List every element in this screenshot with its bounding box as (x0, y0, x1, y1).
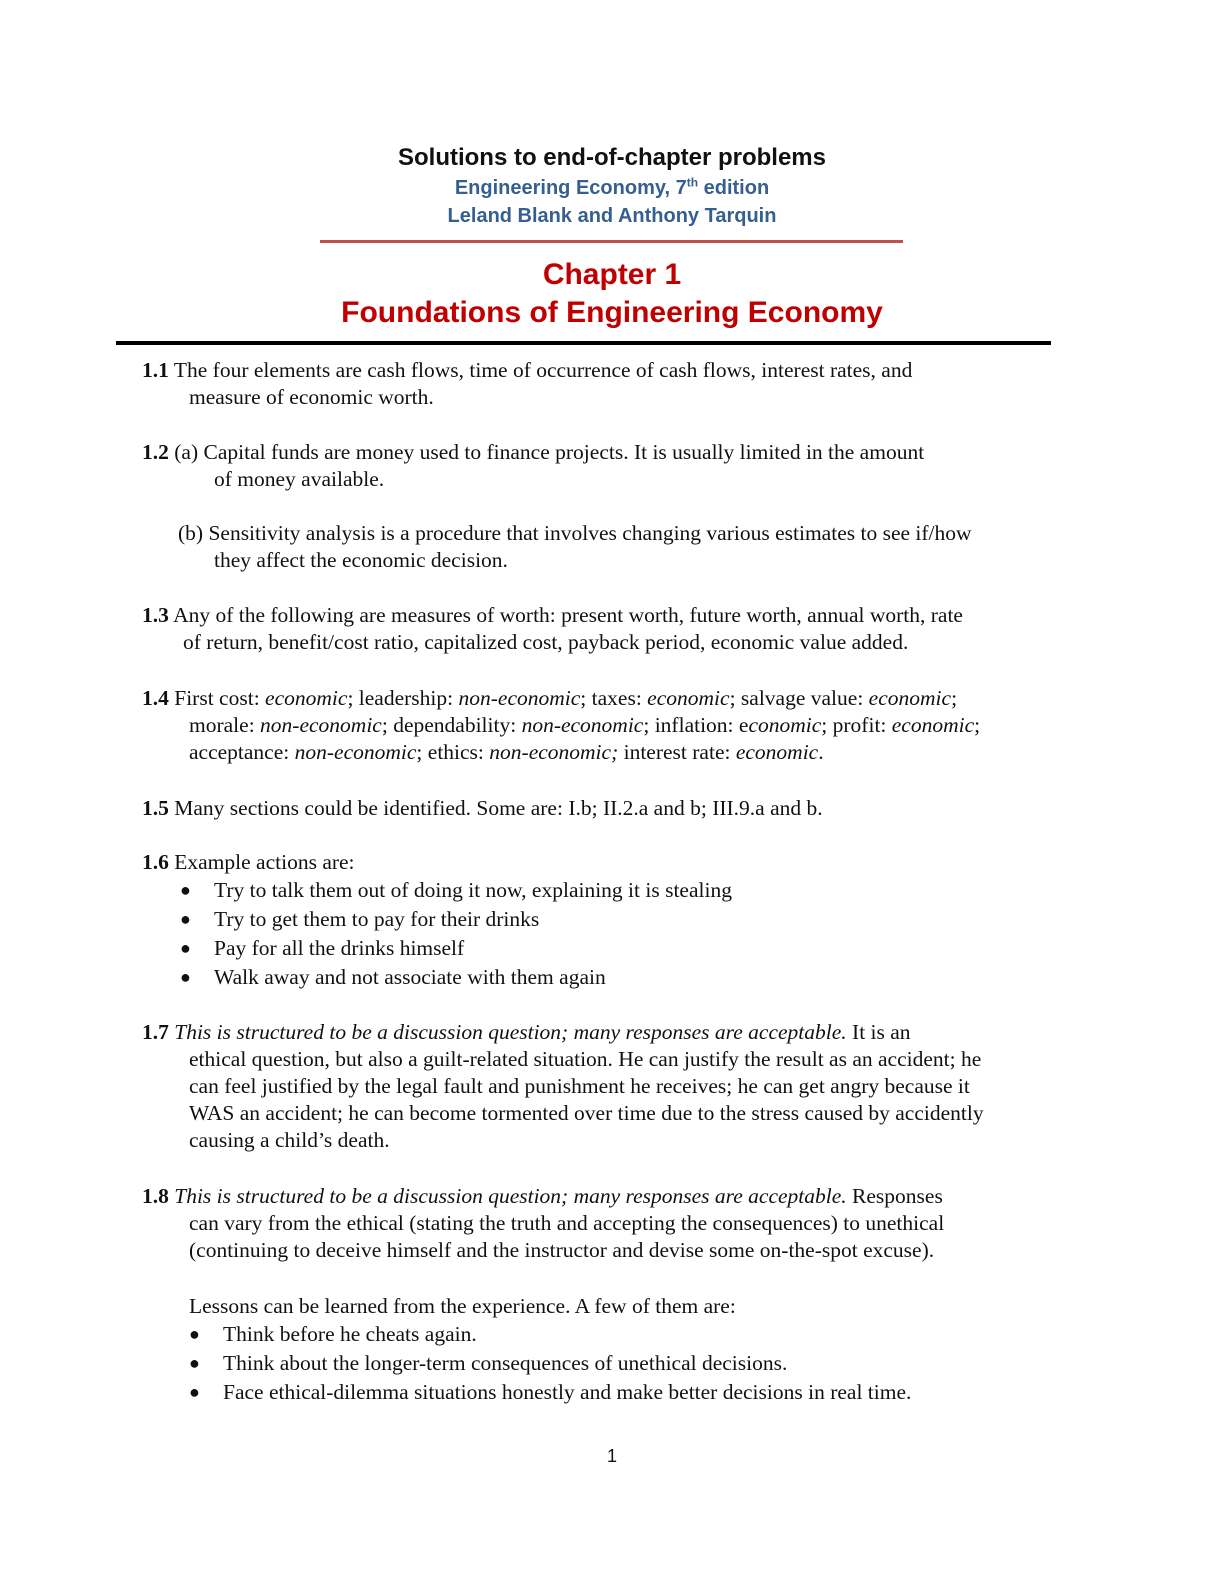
problem-1-3 (142, 602, 1092, 656)
problem-number: 1.5 (142, 796, 169, 820)
bullet-list (142, 1320, 1092, 1407)
problem-1-8-lessons (142, 1293, 1092, 1407)
list-item: ● Think about the longer-term consequences of unethical decisions. (142, 1349, 1092, 1378)
bullet-list (142, 876, 1092, 992)
problem-number: 1.8 (142, 1184, 169, 1208)
problem-1-8: 1.8 This is structured to be a discussion question; many responses are acceptable. Responses can vary from the ethical (stating the truth and accepting the consequences) to unethical (continuing to deceive himself and the instructor and devise some on-the-spot excuse). (142, 1183, 1092, 1264)
problem-text: morale: non-economic; dependability: non-economic; inflation: economic; profit: economic; (189, 713, 981, 737)
problem-text: causing a child’s death. (189, 1128, 390, 1152)
problem-text: ethical question, but also a guilt-related situation. He can justify the result as an accident; he (189, 1047, 982, 1071)
problem-text: Example actions are: (168, 850, 355, 874)
book-edition: Engineering Economy, 7th edition (454, 175, 770, 199)
problem-note: This is structured to be a discussion question; many responses are acceptable. (174, 1184, 847, 1208)
problem-number: 1.1 (142, 358, 169, 382)
document-title: Solutions to end-of-chapter problems (397, 144, 826, 171)
problem-text: The four elements are cash flows, time of occurrence of cash flows, interest rates, and (168, 358, 913, 382)
problem-text: measure of economic worth. (189, 385, 434, 409)
problem-number: 1.2 (142, 440, 169, 464)
problem-1-5 (142, 795, 1092, 822)
bullet-icon: ● (189, 1382, 200, 1402)
list-item: ● Pay for all the drinks himself (142, 934, 1092, 963)
problem-number: 1.4 (142, 686, 169, 710)
bullet-icon: ● (180, 880, 191, 900)
problem-text: (b) Sensitivity analysis is a procedure that involves changing various estimates to see if/how (178, 521, 972, 545)
problem-text: WAS an accident; he can become tormented over time due to the stress caused by accidently (189, 1101, 984, 1125)
bullet-icon: ● (180, 967, 191, 987)
bullet-icon: ● (189, 1353, 200, 1373)
problem-1-2-b (142, 520, 1092, 574)
list-item: ● Walk away and not associate with them again (142, 963, 1092, 992)
list-item: ● Face ethical-dilemma situations honestly and make better decisions in real time. (142, 1378, 1092, 1407)
problem-text: of money available. (214, 467, 385, 491)
problem-1-7: 1.7 This is structured to be a discussion question; many responses are acceptable. It is an ethical question, but also a guilt-related situation. He can justify the result as an accident; he can feel justified by the legal fault and punishment he receives; he can get angry because it WAS an accident; he can become tormented over time due to the stress caused by accidently causing a child’s death. (142, 1019, 1092, 1154)
book-authors: Leland Blank and Anthony Tarquin (447, 205, 777, 227)
problem-note: This is structured to be a discussion question; many responses are acceptable. (174, 1020, 847, 1044)
list-item: ● Try to get them to pay for their drinks (142, 905, 1092, 934)
list-item: ● Try to talk them out of doing it now, explaining it is stealing (142, 876, 1092, 905)
problem-text: Many sections could be identified. Some are: I.b; II.2.a and b; III.9.a and b. (168, 796, 823, 820)
chapter-number: Chapter 1 (542, 258, 682, 291)
document-header (0, 142, 1224, 230)
chapter-title: Foundations of Engineering Economy (341, 296, 883, 329)
problem-text: Any of the following are measures of worth: present worth, future worth, annual worth, rate (168, 603, 963, 627)
problem-text: they affect the economic decision. (214, 548, 508, 572)
bullet-icon: ● (189, 1324, 200, 1344)
problem-1-1 (142, 357, 1092, 411)
problem-number: 1.7 (142, 1020, 169, 1044)
list-item: ● Think before he cheats again. (142, 1320, 1092, 1349)
problem-text: acceptance: non-economic; ethics: non-economic; interest rate: economic. (189, 740, 824, 764)
problem-text: of return, benefit/cost ratio, capitalized cost, payback period, economic value added. (183, 630, 909, 654)
problem-number: 1.6 (142, 850, 169, 874)
lessons-intro: Lessons can be learned from the experience. A few of them are: (189, 1294, 736, 1318)
bullet-icon: ● (180, 909, 191, 929)
header-divider (320, 240, 903, 243)
bullet-icon: ● (180, 938, 191, 958)
problem-1-2 (142, 439, 1092, 493)
problem-1-4: 1.4 First cost: economic; leadership: non-economic; taxes: economic; salvage value: economic; morale: non-economic; dependability: non-economic; inflation: economic; profit: economic; acceptance: non-economic; ethics: non-economic; interest rate: economic. (142, 685, 1092, 766)
problem-text: can feel justified by the legal fault and punishment he receives; he can get angry because it (189, 1074, 970, 1098)
chapter-heading (0, 256, 1224, 332)
problem-text: (a) Capital funds are money used to finance projects. It is usually limited in the amount (168, 440, 925, 464)
problem-1-6 (142, 849, 1092, 992)
page-number: 1 (606, 1446, 617, 1466)
chapter-divider (116, 341, 1051, 345)
problem-text: can vary from the ethical (stating the truth and accepting the consequences) to unethical (189, 1211, 945, 1235)
problem-number: 1.3 (142, 603, 169, 627)
problem-text: (continuing to deceive himself and the instructor and devise some on-the-spot excuse). (189, 1238, 935, 1262)
